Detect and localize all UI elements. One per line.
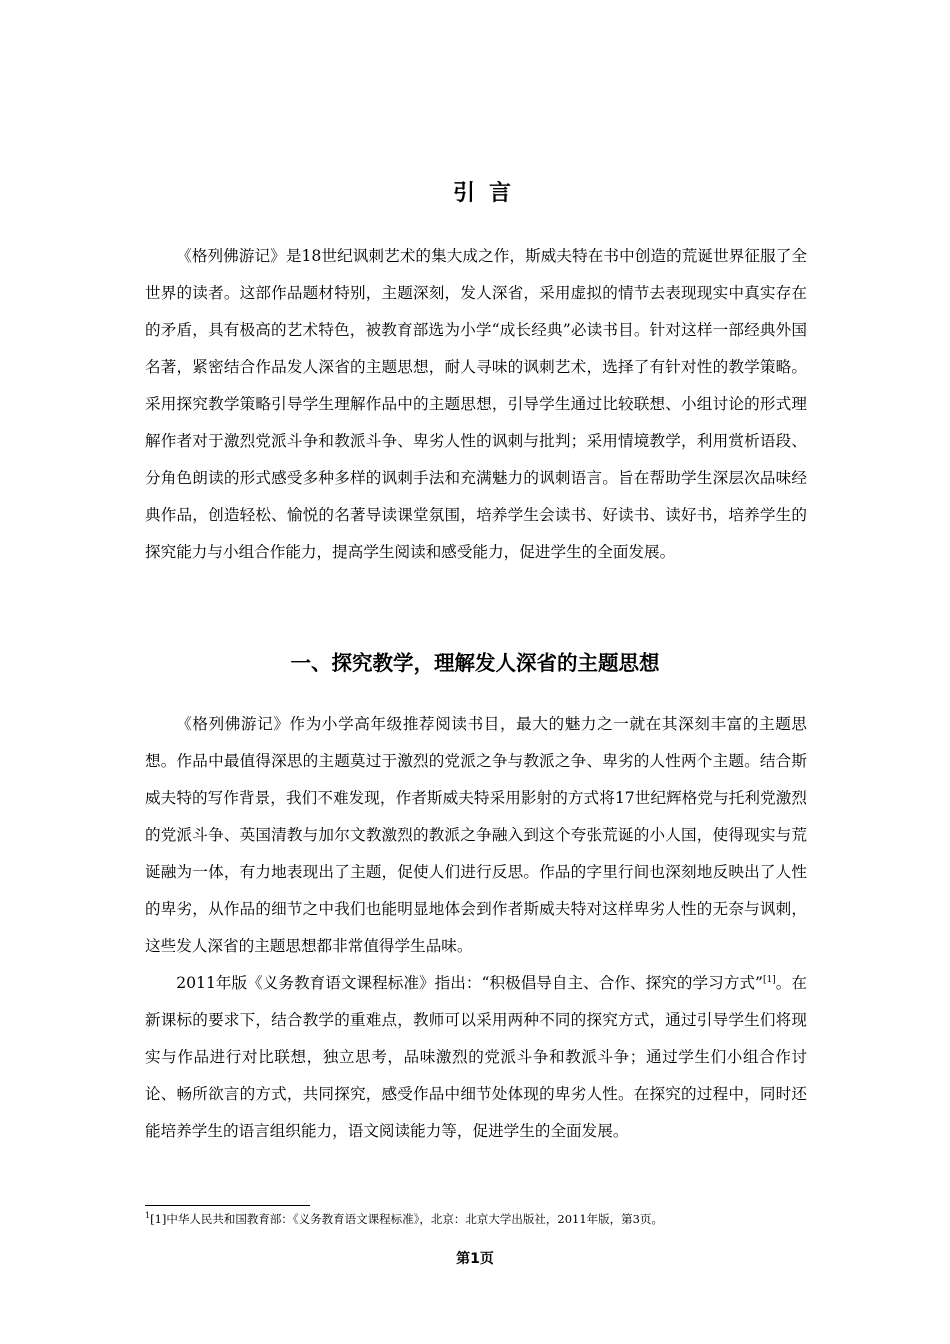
intro-paragraph: 《格列佛游记》是18世纪讽刺艺术的集大成之作，斯威夫特在书中创造的荒诞世界征服了全世界的读者。这部作品题材特别，主题深刻，发人深省，采用虚拟的情节去表现现实中真实存在的矛盾，具有极高的艺术特色，被教育部选为小学“成长经典”必读书目。针对这样一部经典外国名著，紧密结合作品发人深省的主题思想，耐人寻味的讽刺艺术，选择了有针对性的教学策略。采用探究教学策略引导学生理解作品中的主题思想，引导学生通过比较联想、小组讨论的形式理解作者对于激烈党派斗争和教派斗争、卑劣人性的讽刺与批判；采用情境教学，利用赏析语段、分角色朗读的形式感受多种多样的讽刺手法和充满魅力的讽刺语言。旨在帮助学生深层次品味经典作品，创造轻松、愉悦的名著导读课堂氛围，培养学生会读书、好读书、读好书，培养学生的探究能力与小组合作能力，提高学生阅读和感受能力，促进学生的全面发展。	[145, 247, 807, 561]
footnote-text: [1]中华人民共和国教育部：《义务教育语文课程标准》，北京：北京大学出版社，2011年版，第3页。	[150, 1212, 663, 1226]
footnote-marker: 1	[145, 1211, 151, 1221]
section-paragraph-2	[145, 965, 807, 1150]
paragraph-text-before-citation: 2011年版《义务教育语文课程标准》指出：“积极倡导自主、合作、探究的学习方式”	[176, 974, 763, 992]
citation-marker: [1]	[762, 974, 776, 985]
paragraph-text-after-citation: 。在新课标的要求下，结合教学的重难点，教师可以采用两种不同的探究方式，通过引导学生们将现实与作品进行对比联想，独立思考，品味激烈的党派斗争和教派斗争；通过学生们小组合作讨论、畅所欲言的方式，共同探究，感受作品中细节处体现的卑劣人性。在探究的过程中，同时还能培养学生的语言组织能力，语文阅读能力等，促进学生的全面发展。	[145, 974, 807, 1140]
footnote-divider	[145, 1205, 310, 1206]
page-number: 第1页	[456, 1251, 494, 1267]
footnote	[145, 1210, 825, 1228]
section-paragraph-1: 《格列佛游记》作为小学高年级推荐阅读书目，最大的魅力之一就在其深刻丰富的主题思想。作品中最值得深思的主题莫过于激烈的党派之争与教派之争、卑劣的人性两个主题。结合斯威夫特的写作背景，我们不难发现，作者斯威夫特采用影射的方式将17世纪辉格党与托利党激烈的党派斗争、英国清教与加尔文教激烈的教派之争融入到这个夸张荒诞的小人国，使得现实与荒诞融为一体，有力地表现出了主题，促使人们进行反思。作品的字里行间也深刻地反映出了人性的卑劣，从作品的细节之中我们也能明显地体会到作者斯威夫特对这样卑劣人性的无奈与讽刺，这些发人深省的主题思想都非常值得学生品味。	[145, 715, 807, 955]
section-heading: 一、探究教学，理解发人深省的主题思想	[290, 651, 660, 675]
intro-heading: 引言	[452, 181, 525, 206]
